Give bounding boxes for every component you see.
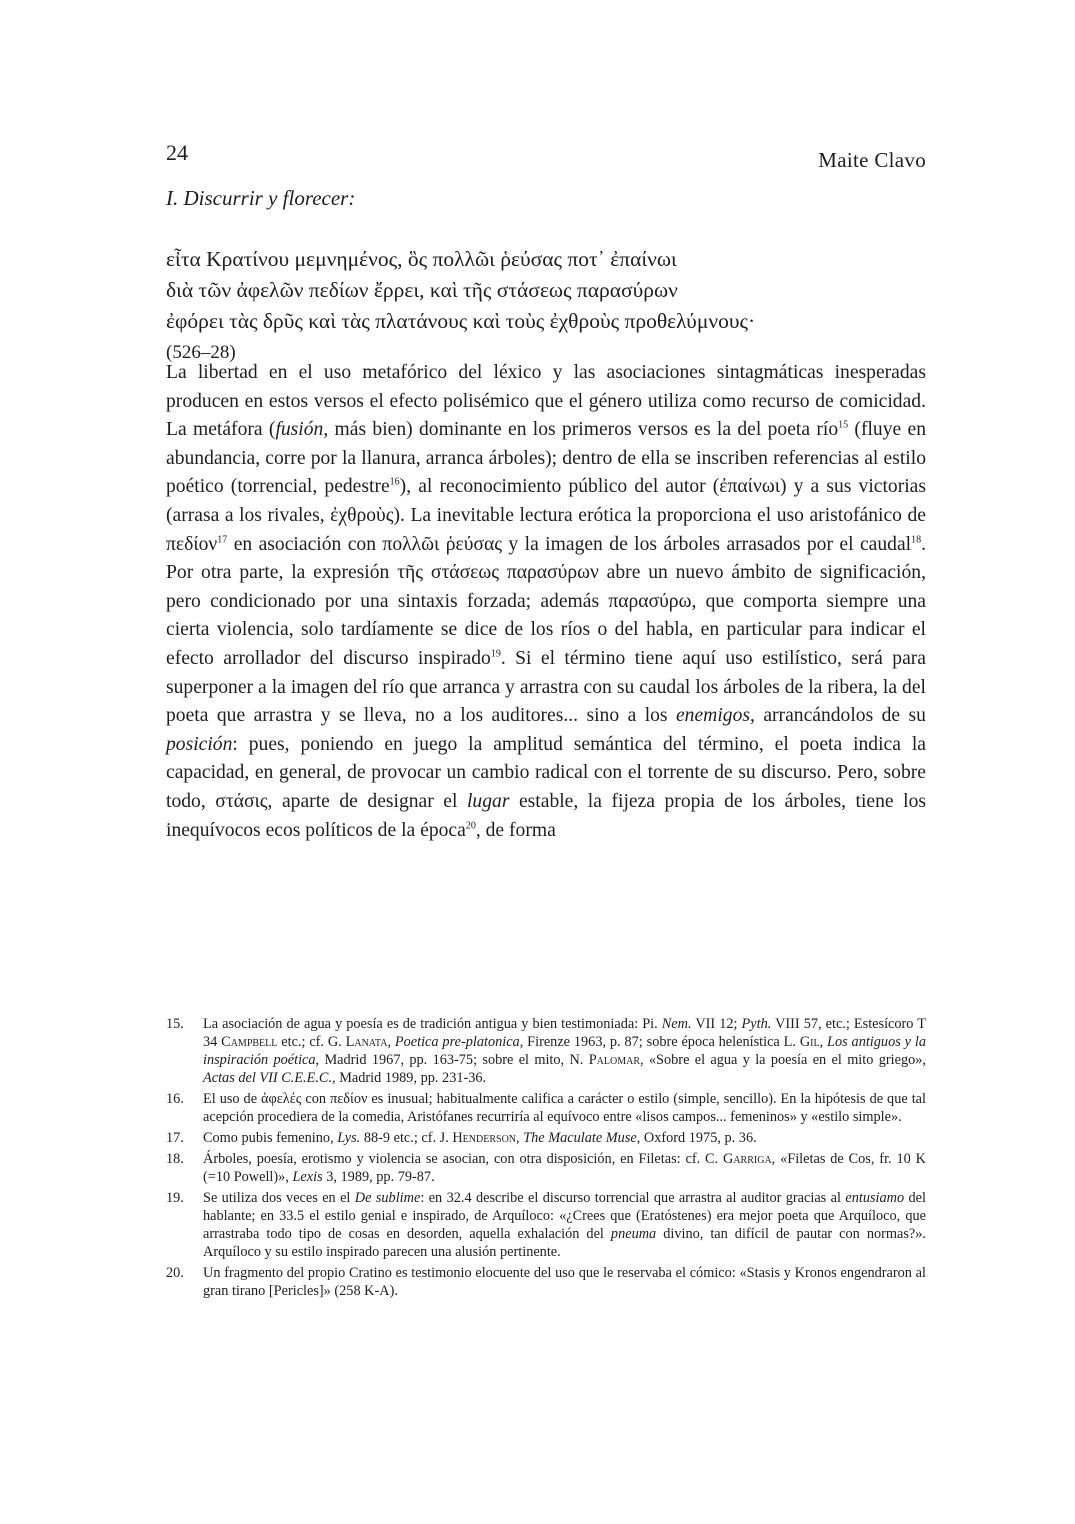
footnote-18	[166, 1150, 926, 1186]
footnote-20	[166, 1264, 926, 1300]
footnote-number: 17.	[166, 1130, 184, 1146]
body-text-run: , arrancándolos de su	[750, 705, 926, 727]
body-italic: lugar	[466, 790, 510, 812]
page-number: 24	[166, 140, 188, 165]
footnote-ref[interactable]: 18	[911, 534, 922, 546]
body-text-run: estable, la fijeza propia de los árboles, tiene los inequívocos ecos políticos de la época	[166, 790, 926, 841]
body-paragraph	[166, 359, 926, 845]
footnote-19	[166, 1189, 926, 1261]
body-text-run: . Por otra parte, la expresión τῆς στάσεως παρασύρων abre un nuevo ámbito de significación, pero condicionado por una sintaxis forzada; además παρασύρω, que comporta siempre una cierta violencia, solo tardíamente se dice de los ríos o del habla, en particular para indicar el efecto arrollador del discurso inspirado	[166, 533, 926, 669]
footnote-number: 15.	[166, 1016, 184, 1032]
footnotes	[166, 1015, 926, 1303]
body-italic: posición	[166, 733, 233, 755]
section-title: I. Discurrir y florecer:	[166, 186, 356, 210]
body-italic: enemigos	[675, 705, 750, 727]
body-text-run: en asociación con πολλῶι ῥεύσας y la imagen de los árboles arrasados por el caudal	[227, 533, 912, 555]
quotation-line: ἐφόρει τὰς δρῦς καὶ τὰς πλατάνους καὶ τοὺς ἐχθροὺς προθελύμνους·	[166, 309, 756, 333]
running-head: Maite Clavo	[818, 148, 926, 172]
page-header	[166, 140, 926, 180]
footnote-ref[interactable]: 15	[838, 419, 849, 431]
footnote-17	[166, 1129, 926, 1147]
footnote-number: 18.	[166, 1151, 184, 1167]
footnote-text: Se utiliza dos veces en el De sublime: en 32.4 describe el discurso torrencial que arrastra al auditor gracias al entusiamo del hablante; en 33.5 el estilo genial e inspirado, de Arquíloco: «¿Crees que (Eratóstenes) era mejor poeta que Arquíloco, que arrastraba todo tipo de cosas en desorden, aquella exhalación del pneuma divino, tan difícil de pautar con normas?». Arquíloco y su estilo inspirado parecen una alusión pertinente.	[203, 1190, 926, 1260]
footnote-text: Árboles, poesía, erotismo y violencia se asocian, con otra disposición, en Filetas: cf. C. Garriga, «Filetas de Cos, fr. 10 K (=10 Powell)», Lexis 3, 1989, pp. 79-87.	[203, 1151, 926, 1185]
footnote-ref[interactable]: 19	[490, 648, 501, 660]
footnote-15	[166, 1015, 926, 1087]
body-text-run: , más bien) dominante en los primeros versos es la del poeta río	[323, 419, 839, 441]
body-text-run: La libertad en el uso metafórico del léxico y las asociaciones sintagmáticas inesperadas producen en estos versos el efecto polisémico que el género utiliza como recurso de comicidad. La metáfora (	[166, 362, 926, 441]
footnote-number: 16.	[166, 1091, 184, 1107]
quotation-line: εἶτα Κρατίνου μεμνημένος, ὃς πολλῶι ῥεύσας ποτ᾽ ἐπαίνωι	[166, 247, 677, 271]
footnote-ref[interactable]: 17	[217, 534, 228, 546]
body-text-run: . Si el término tiene aquí uso estilístico, será para superponer a la imagen del río que arranca y arrastra con su caudal los árboles de la ribera, la del poeta que arrastra y se lleva, no a los auditores... sino a los	[166, 647, 926, 727]
body-text-run: ), al reconocimiento público del autor (ἐπαίνωι) y a sus victorias (arrasa a los rivales, ἐχθροὺς). La inevitable lectura erótica la proporciona el uso aristofánico de πεδίον	[166, 476, 926, 555]
footnote-ref[interactable]: 16	[389, 476, 400, 488]
body-text-run: : pues, poniendo en juego la amplitud semántica del término, el poeta indica la capacidad, en general, de provocar un cambio radical con el torrente de su discurso. Pero, sobre todo, στάσις, aparte de designar el	[166, 733, 926, 812]
body-italic: fusión	[275, 419, 324, 441]
footnote-text: El uso de ἀφελές con πεδίον es inusual; habitualmente califica a carácter o estilo (simple, sencillo). En la hipótesis de que tal acepción procediera de la comedia, Aristófanes recurriría al equívoco entre «lisos campos... femeninos» y «estilo simple».	[203, 1091, 926, 1125]
footnote-ref[interactable]: 20	[465, 819, 476, 831]
body-text-run: (fluye en abundancia, corre por la llanura, arranca árboles); dentro de ella se inscriben referencias al estilo poético (torrencial, pedestre	[166, 419, 927, 498]
footnote-text: Un fragmento del propio Cratino es testimonio elocuente del uso que le reservaba el cómico: «Stasis y Kronos engendraron al gran tirano [Pericles]» (258 K-A).	[203, 1265, 926, 1299]
greek-quotation	[166, 244, 926, 367]
footnote-16	[166, 1090, 926, 1126]
verse-reference: (526–28)	[166, 342, 236, 363]
footnote-text: Como pubis femenino, Lys. 88-9 etc.; cf. J. Henderson, The Maculate Muse, Oxford 1975, p. 36.	[203, 1130, 757, 1146]
body-text-run: , de forma	[475, 819, 556, 841]
footnote-number: 19.	[166, 1190, 184, 1206]
quotation-line: διὰ τῶν ἀφελῶν πεδίων ἔρρει, καὶ τῆς στάσεως παρασύρων	[166, 278, 678, 302]
footnote-number: 20.	[166, 1265, 184, 1281]
footnote-text: La asociación de agua y poesía es de tradición antigua y bien testimoniada: Pi. Nem. VII 12; Pyth. VIII 57, etc.; Estesícoro T 34 Campbell etc.; cf. G. Lanata, Poetica pre-platonica, Firenze 1963, p. 87; sobre época helenística L. Gil, Los antiguos y la inspiración poética, Madrid 1967, pp. 163-75; sobre el mito, N. Palomar, «Sobre el agua y la poesía en el mito griego», Actas del VII C.E.E.C., Madrid 1989, pp. 231-36.	[203, 1016, 926, 1086]
